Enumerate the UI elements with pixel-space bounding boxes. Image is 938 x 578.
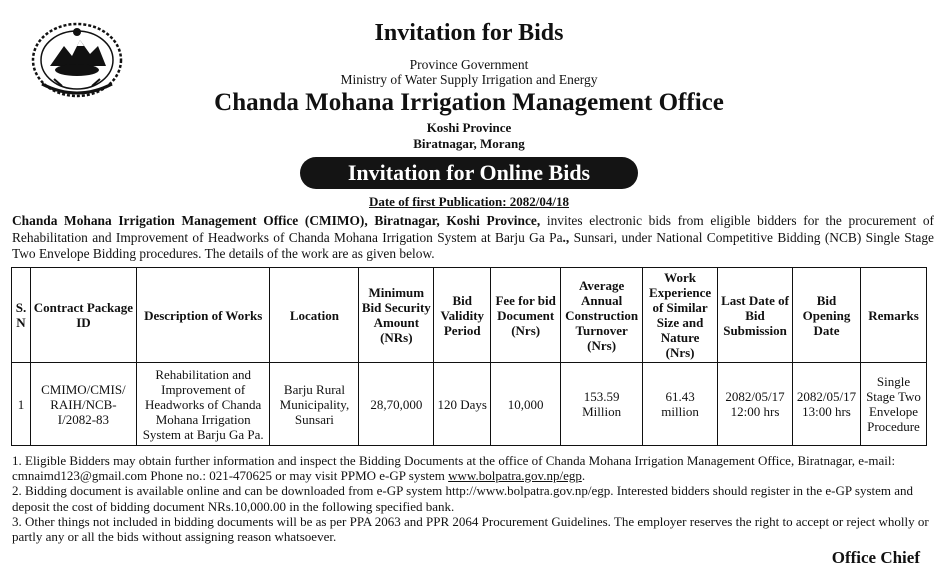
bids-table [11, 267, 927, 446]
cell-description: Rehabilitation and Improvement of Headworks of Chanda Mohana Irrigation System at Barju Ga Pa. [136, 363, 270, 446]
province-label: Koshi Province [426, 120, 512, 135]
cell-opening: 2082/05/17 13:00 hrs [793, 363, 861, 446]
col-header-fee: Fee for bid Document (Nrs) [491, 268, 561, 363]
cell-last-date: 2082/05/17 12:00 hrs [718, 363, 793, 446]
col-header-description: Description of Works [136, 268, 270, 363]
col-header-security: Minimum Bid Security Amount (NRs) [359, 268, 434, 363]
office-name: Chanda Mohana Irrigation Management Office [214, 89, 724, 116]
city-label: Biratnagar, Morang [413, 136, 525, 151]
intro-text-a: invites electronic bids from eligible bidders for the procurement of Rehabilitation and Improvement of Headworks of Chanda Mohana Irrigation System at Barju Ga Pa [12, 213, 934, 245]
col-header-validity: Bid Validity Period [434, 268, 491, 363]
egp-link[interactable]: www.bolpatra.gov.np/egp [448, 468, 582, 484]
government-label: Province Government [409, 57, 529, 72]
cell-experience: 61.43 million [643, 363, 718, 446]
table-row [12, 363, 927, 446]
cell-location: Barju Rural Municipality, Sunsari [270, 363, 359, 446]
note-1 [12, 453, 934, 483]
col-header-location: Location [270, 268, 359, 363]
ministry-label: Ministry of Water Supply Irrigation and Energy [340, 72, 598, 87]
col-header-package: Contract Package ID [30, 268, 136, 363]
col-header-sn: S. N [12, 268, 31, 363]
online-bids-banner: Invitation for Online Bids [300, 157, 638, 189]
intro-paragraph [12, 213, 934, 263]
col-header-opening: Bid Opening Date [793, 268, 861, 363]
signature: Office Chief [831, 548, 920, 567]
col-header-last-date: Last Date of Bid Submission [718, 268, 793, 363]
cell-fee: 10,000 [491, 363, 561, 446]
note-2: 2. Bidding document is available online and can be downloaded from e-GP system http://www.bolpatra.gov.np/egp. Interested bidders should register in the e-GP system and deposit the cost of bidding document NRs.10,000.00 in the following specified bank. [12, 483, 914, 514]
intro-office-bold: Chanda Mohana Irrigation Management Office (CMIMO), Biratnagar, Koshi Province, [12, 213, 541, 228]
note-3: 3. Other things not included in bidding documents will be as per PPA 2063 and PPR 2064 Procurement Guidelines. The employer reserves the right to accept or reject wholly or partly any or all the bids without assigning reason whatsoever. [12, 513, 929, 545]
cell-turnover: 153.59 Million [561, 363, 643, 446]
cell-remarks: Single Stage Two Envelope Procedure [860, 363, 926, 446]
intro-text-b: ., [562, 229, 570, 245]
note-1-text: 1. Eligible Bidders may obtain further information and inspect the Bidding Documents at the office of Chanda Mohana Irrigation Management Office, Biratnagar, e-mail: cmnaimd123@gmail.com Phone no.: 021-470625 or may visit PPMO e-GP system [12, 453, 896, 484]
cell-package: CMIMO/CMIS/ RAIH/NCB- I/2082-83 [30, 363, 136, 446]
cell-validity: 120 Days [434, 363, 491, 446]
notes-section [12, 453, 934, 544]
col-header-turnover: Average Annual Construction Turnover (Nrs) [561, 268, 643, 363]
intro-text-c: Sunsari, under National Competitive Bidding (NCB) Single Stage Two Envelope Bidding procedures. The details of the work are as given below. [12, 229, 934, 261]
cell-sn: 1 [12, 363, 31, 446]
col-header-experience: Work Experience of Similar Size and Nature (Nrs) [643, 268, 718, 363]
col-header-remarks: Remarks [860, 268, 926, 363]
publication-date: Date of first Publication: 2082/04/18 [368, 194, 570, 209]
cell-security: 28,70,000 [359, 363, 434, 446]
page-title: Invitation for Bids [374, 20, 564, 46]
note-1-end: . [581, 468, 586, 484]
table-header-row [12, 268, 927, 363]
